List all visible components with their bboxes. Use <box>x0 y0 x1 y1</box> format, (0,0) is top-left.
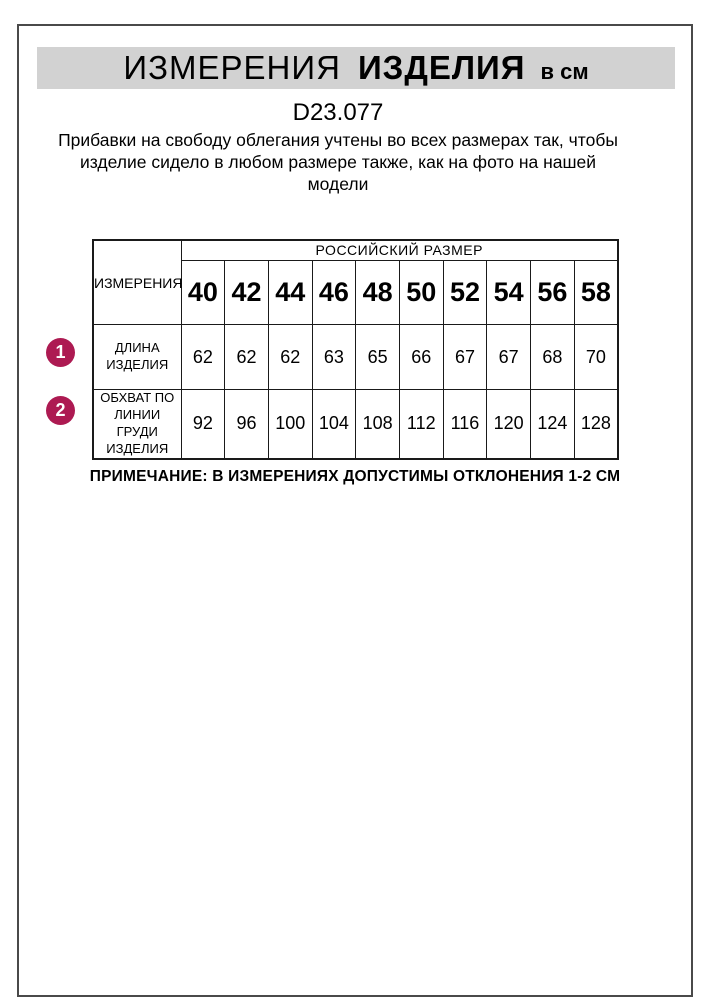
description-line: изделие сидело в любом размере также, как на фото на нашей <box>79 152 597 172</box>
size-col-42: 42 <box>225 261 269 325</box>
page-title-word2: ИЗДЕЛИЯ <box>357 49 526 86</box>
measurement-value: 66 <box>399 325 443 390</box>
measurement-value: 128 <box>574 390 618 459</box>
measurement-value: 120 <box>487 390 531 459</box>
title-bar <box>37 47 675 89</box>
row-label-length: ДЛИНА ИЗДЕЛИЯ <box>93 325 181 390</box>
measurement-value: 63 <box>312 325 356 390</box>
measurement-value: 62 <box>268 325 312 390</box>
size-col-58: 58 <box>574 261 618 325</box>
measurement-row <box>93 325 618 390</box>
description-line: модели <box>307 174 369 194</box>
group-header-row <box>93 240 618 261</box>
measurement-value: 62 <box>181 325 225 390</box>
size-col-46: 46 <box>312 261 356 325</box>
measurement-value: 67 <box>443 325 487 390</box>
measurement-value: 62 <box>225 325 269 390</box>
measurement-value: 124 <box>531 390 575 459</box>
measurement-value: 65 <box>356 325 400 390</box>
description-line: Прибавки на свободу облегания учтены во всех размерах так, чтобы <box>58 130 618 150</box>
measurement-value: 116 <box>443 390 487 459</box>
corner-label: ИЗМЕРЕНИЯ <box>93 240 181 325</box>
measurement-value: 67 <box>487 325 531 390</box>
size-col-52: 52 <box>443 261 487 325</box>
measurement-value: 96 <box>225 390 269 459</box>
row-marker-2: 2 <box>46 396 75 425</box>
measurement-value: 70 <box>574 325 618 390</box>
tolerance-note: ПРИМЕЧАНИЕ: В ИЗМЕРЕНИЯХ ДОПУСТИМЫ ОТКЛОНЕНИЯ 1-2 СМ <box>89 468 621 485</box>
size-col-40: 40 <box>181 261 225 325</box>
size-col-54: 54 <box>487 261 531 325</box>
size-col-48: 48 <box>356 261 400 325</box>
size-table <box>92 239 619 460</box>
row-label-chest: ОБХВАТ ПО ЛИНИИ ГРУДИ ИЗДЕЛИЯ <box>93 390 181 459</box>
measurement-value: 92 <box>181 390 225 459</box>
page-title-unit: в см <box>540 59 589 84</box>
measurement-row <box>93 390 618 459</box>
page-title-word1: ИЗМЕРЕНИЯ <box>123 49 341 86</box>
group-header: РОССИЙСКИЙ РАЗМЕР <box>181 240 618 261</box>
measurement-value: 100 <box>268 390 312 459</box>
size-col-56: 56 <box>531 261 575 325</box>
size-col-44: 44 <box>268 261 312 325</box>
product-description <box>30 129 646 195</box>
product-code: D23.077 <box>292 99 384 126</box>
measurement-value: 104 <box>312 390 356 459</box>
size-col-50: 50 <box>399 261 443 325</box>
measurement-value: 108 <box>356 390 400 459</box>
measurement-value: 112 <box>399 390 443 459</box>
measurement-value: 68 <box>531 325 575 390</box>
row-marker-1: 1 <box>46 338 75 367</box>
